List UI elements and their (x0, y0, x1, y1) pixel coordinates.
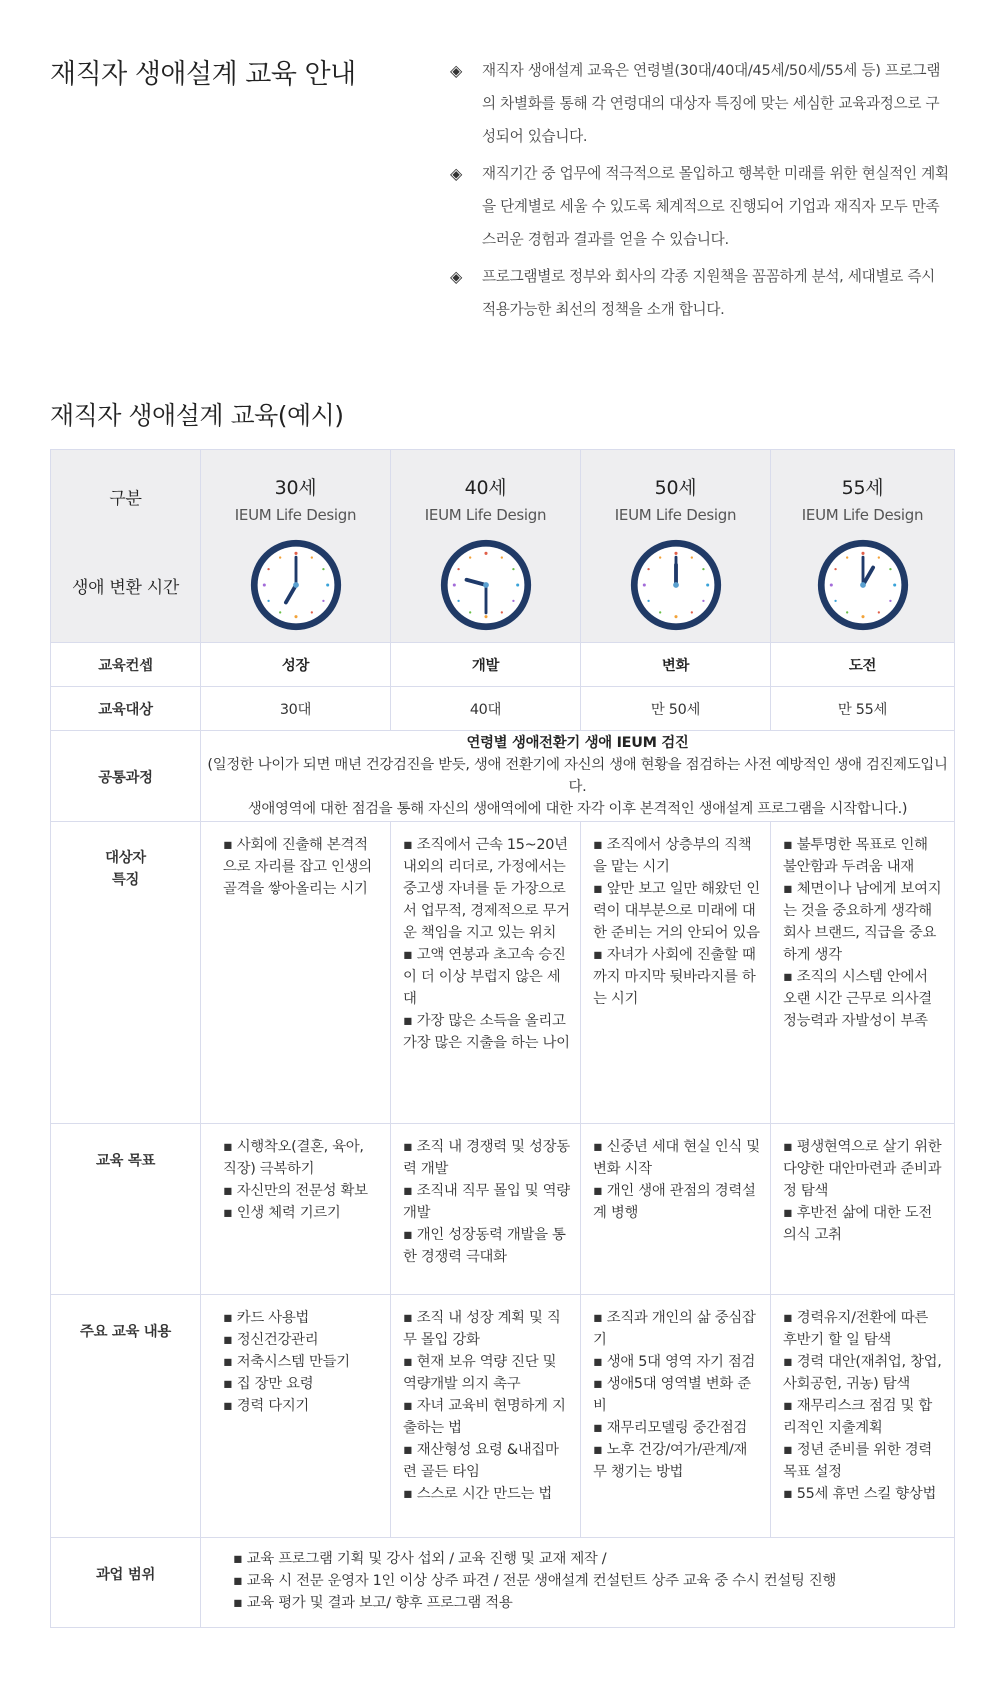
column-subtitle: IEUM Life Design (424, 506, 547, 524)
list-item: ▪ 조직내 직무 몰입 및 역량개발 (403, 1180, 570, 1224)
content-cell (581, 1295, 771, 1538)
list-item: ▪ 경력유지/전환에 따른 후반기 할 일 탐색 (783, 1307, 944, 1351)
table-header-row (51, 450, 955, 643)
intro-item: ◈ 재직기간 중 업무에 적극적으로 몰입하고 행복한 미래를 위한 현실적인 계획을 단계별로 세울 수 있도록 체계적으로 진행되어 기업과 재직자 모두 만족스러운 경험과 결과를 얻을 수 있습니다. (450, 157, 950, 256)
common-course-cell (201, 731, 955, 822)
list-item: ▪ 정신건강관리 (223, 1329, 380, 1351)
clock-center (483, 582, 489, 588)
clock-tick (500, 611, 502, 613)
clock-tick (322, 568, 324, 570)
clock-tick (469, 611, 471, 613)
table-cell: 40대 (391, 687, 581, 731)
list-item: ▪ 사회에 진출해 본격적으로 자리를 잡고 인생의 골격을 쌓아올리는 시기 (223, 834, 380, 900)
table-row-common (51, 731, 955, 822)
common-course-desc: (일정한 나이가 되면 매년 건강검진을 받듯, 생애 전환기에 자신의 생애 현황을 점검하는 사전 예방적인 생애 검진제도입니다. (207, 757, 948, 795)
row-label: 교육대상 (51, 687, 201, 731)
table-row-concept (51, 643, 955, 687)
content-cell (391, 1295, 581, 1538)
header-left-cell (51, 450, 201, 643)
column-age: 50세 (654, 477, 697, 499)
clock-tick (846, 611, 848, 613)
clock-center (860, 582, 866, 588)
clock-tick (647, 568, 649, 570)
clock-tick (659, 556, 661, 558)
table-cell: 도전 (771, 643, 955, 687)
list-item: ▪ 교육 평가 및 결과 보고/ 향후 프로그램 적용 (233, 1592, 942, 1614)
row-label: 대상자 특징 (51, 822, 201, 1124)
clock-tick (834, 600, 836, 602)
goals-cell (581, 1124, 771, 1295)
list-item: ▪ 정년 준비를 위한 경력 목표 설정 (783, 1439, 944, 1483)
list-item: ▪ 신중년 세대 현실 인식 및 변화 시작 (593, 1136, 760, 1180)
traits-cell (201, 822, 391, 1124)
list-item: ▪ 자녀가 사회에 진출할 때까지 마지막 뒷바라지를 하는 시기 (593, 944, 760, 1010)
list-item: ▪ 시행착오(결혼, 육아, 직장) 극복하기 (223, 1136, 380, 1180)
content-cell (771, 1295, 955, 1538)
clock-tick (294, 552, 297, 555)
list-item: ▪ 교육 프로그램 기획 및 강사 섭외 / 교육 진행 및 교재 제작 / (233, 1548, 942, 1570)
goals-cell (771, 1124, 955, 1295)
column-age: 30세 (274, 477, 317, 499)
clock-tick (452, 583, 455, 586)
clock-center (673, 582, 679, 588)
table-row-scope (51, 1538, 955, 1628)
content-cell (201, 1295, 391, 1538)
intro-item: ◈ 프로그램별로 정부와 회사의 각종 지원책을 꼼꼼하게 분석, 세대별로 즉시 적용가능한 최선의 정책을 소개 합니다. (450, 260, 950, 326)
clock-tick (279, 556, 281, 558)
clock-icon (628, 537, 724, 633)
traits-cell (391, 822, 581, 1124)
row-label: 교육컨셉 (51, 643, 201, 687)
row-label: 과업 범위 (51, 1538, 201, 1628)
column-header-40 (391, 450, 581, 643)
list-item: ▪ 평생현역으로 살기 위한 다양한 대안마련과 준비과정 탐색 (783, 1136, 944, 1202)
clock-tick (469, 556, 471, 558)
table-cell: 만 50세 (581, 687, 771, 731)
diamond-bullet-icon: ◈ (450, 61, 463, 80)
traits-cell (771, 822, 955, 1124)
clock-tick (889, 568, 891, 570)
list-item: ▪ 재무리모델링 중간점검 (593, 1417, 760, 1439)
traits-cell (581, 822, 771, 1124)
list-item: ▪ 조직에서 근속 15~20년 내외의 리더로, 가정에서는 중고생 자녀를 둔 가장으로서 업무적, 경제적으로 무거운 책임을 지고 있는 위치 (403, 834, 570, 944)
clock-tick (310, 556, 312, 558)
clock-tick (457, 568, 459, 570)
list-item: ▪ 경력 대안(재취업, 창업, 사회공헌, 귀농) 탐색 (783, 1351, 944, 1395)
table-row-content (51, 1295, 955, 1538)
clock-tick (267, 600, 269, 602)
clock-tick (829, 583, 832, 586)
list-item: ▪ 생애 5대 영역 자기 점검 (593, 1351, 760, 1373)
column-age: 55세 (841, 477, 884, 499)
list-item: ▪ 조직 내 경쟁력 및 성장동력 개발 (403, 1136, 570, 1180)
goals-cell (201, 1124, 391, 1295)
list-item: ▪ 경력 다지기 (223, 1395, 380, 1417)
table-cell: 성장 (201, 643, 391, 687)
clock-tick (877, 611, 879, 613)
clock-icon (248, 537, 344, 633)
table-row-goals (51, 1124, 955, 1295)
clock-tick (279, 611, 281, 613)
column-subtitle: IEUM Life Design (614, 506, 737, 524)
program-table (50, 449, 955, 1628)
clock-icon (438, 537, 534, 633)
row-label: 교육 목표 (51, 1124, 201, 1295)
clock-tick (262, 583, 265, 586)
list-item: ▪ 앞만 보고 일만 해왔던 인력이 대부분으로 미래에 대한 준비는 거의 안되어 있음 (593, 878, 760, 944)
column-header-55 (771, 450, 955, 643)
header-life-time: 생애 변환 시간 (72, 578, 179, 598)
list-item: ▪ 재산형성 요령 &내집마련 골든 타임 (403, 1439, 570, 1483)
clock-tick (512, 568, 514, 570)
table-cell: 만 55세 (771, 687, 955, 731)
clock-tick (267, 568, 269, 570)
clock-tick (647, 600, 649, 602)
list-item: ▪ 자녀 교육비 현명하게 지출하는 법 (403, 1395, 570, 1439)
common-course-desc: 생애영역에 대한 점검을 통해 자신의 생애역에에 대한 자각 이후 본격적인 생애설계 프로그램을 시작합니다.) (247, 801, 908, 817)
clock-tick (702, 568, 704, 570)
clock-tick (846, 556, 848, 558)
list-item: ▪ 조직에서 상층부의 직책을 맡는 시기 (593, 834, 760, 878)
table-cell: 개발 (391, 643, 581, 687)
clock-tick (861, 615, 864, 618)
clock-tick (310, 611, 312, 613)
intro-item: ◈ 재직자 생애설계 교육은 연령별(30대/40대/45세/50세/55세 등) 프로그램의 차별화를 통해 각 연령대의 대상자 특징에 맞는 세심한 교육과정으로 구성되어 있습니다. (450, 54, 950, 153)
clock-tick (877, 556, 879, 558)
list-item: ▪ 노후 건강/여가/관계/재무 챙기는 방법 (593, 1439, 760, 1483)
table-row-target (51, 687, 955, 731)
column-subtitle: IEUM Life Design (801, 506, 924, 524)
clock-icon (815, 537, 911, 633)
list-item: ▪ 조직과 개인의 삶 중심잡기 (593, 1307, 760, 1351)
list-item: ▪ 집 장만 요령 (223, 1373, 380, 1395)
list-item: ▪ 재무리스크 점검 및 합리적인 지출계획 (783, 1395, 944, 1439)
list-item: ▪ 인생 체력 기르기 (223, 1202, 380, 1224)
table-cell: 변화 (581, 643, 771, 687)
clock-tick (706, 583, 709, 586)
list-item: ▪ 생애5대 영역별 변화 준비 (593, 1373, 760, 1417)
list-item: ▪ 개인 성장동력 개발을 통한 경쟁력 극대화 (403, 1224, 570, 1268)
list-item: ▪ 후반전 삶에 대한 도전의식 고취 (783, 1202, 944, 1246)
clock-tick (500, 556, 502, 558)
clock-tick (484, 615, 487, 618)
section-title: 재직자 생애설계 교육(예시) (50, 401, 344, 430)
row-label: 주요 교육 내용 (51, 1295, 201, 1538)
intro-title: 재직자 생애설계 교육 안내 (50, 59, 356, 90)
table-cell: 30대 (201, 687, 391, 731)
column-age: 40세 (464, 477, 507, 499)
diamond-bullet-icon: ◈ (450, 164, 463, 183)
list-item: ▪ 스스로 시간 만드는 법 (403, 1483, 570, 1505)
clock-tick (516, 583, 519, 586)
clock-tick (674, 552, 677, 555)
list-item: ▪ 조직의 시스템 안에서 오랜 시간 근무로 의사결정능력과 자발성이 부족 (783, 966, 944, 1032)
header-category: 구분 (109, 489, 142, 509)
list-item: ▪ 55세 휴먼 스킬 향상법 (783, 1483, 944, 1505)
row-label: 공통과정 (51, 731, 201, 822)
clock-tick (294, 615, 297, 618)
clock-tick (457, 600, 459, 602)
clock-tick (690, 611, 692, 613)
list-item: ▪ 현재 보유 역량 진단 및 역량개발 의지 촉구 (403, 1351, 570, 1395)
list-item: ▪ 카드 사용법 (223, 1307, 380, 1329)
clock-tick (642, 583, 645, 586)
clock-tick (690, 556, 692, 558)
list-item: ▪ 자신만의 전문성 확보 (223, 1180, 380, 1202)
clock-tick (659, 611, 661, 613)
list-item: ▪ 불투명한 목표로 인해 불안함과 두려움 내재 (783, 834, 944, 878)
list-item: ▪ 체면이나 남에게 보여지는 것을 중요하게 생각해 회사 브랜드, 직급을 중요하게 생각 (783, 878, 944, 966)
list-item: ▪ 교육 시 전문 운영자 1인 이상 상주 파견 / 전문 생애설계 컨설턴트 상주 교육 중 수시 컨설팅 진행 (233, 1570, 942, 1592)
intro-list (450, 54, 950, 330)
clock-tick (326, 583, 329, 586)
clock-tick (512, 600, 514, 602)
clock-tick (674, 615, 677, 618)
clock-tick (889, 600, 891, 602)
column-header-50 (581, 450, 771, 643)
goals-cell (391, 1124, 581, 1295)
common-course-title: 연령별 생애전환기 생애 IEUM 검진 (466, 735, 689, 751)
clock-tick (702, 600, 704, 602)
diamond-bullet-icon: ◈ (450, 267, 463, 286)
list-item: ▪ 가장 많은 소득을 올리고 가장 많은 지출을 하는 나이 (403, 1010, 570, 1054)
list-item: ▪ 조직 내 성장 계획 및 직무 몰입 강화 (403, 1307, 570, 1351)
column-subtitle: IEUM Life Design (234, 506, 357, 524)
clock-tick (861, 552, 864, 555)
table-row-traits (51, 822, 955, 1124)
clock-tick (484, 552, 487, 555)
clock-tick (322, 600, 324, 602)
list-item: ▪ 저축시스템 만들기 (223, 1351, 380, 1373)
list-item: ▪ 고액 연봉과 초고속 승진이 더 이상 부럽지 않은 세대 (403, 944, 570, 1010)
list-item: ▪ 개인 생애 관점의 경력설계 병행 (593, 1180, 760, 1224)
clock-center (293, 582, 299, 588)
clock-tick (834, 568, 836, 570)
clock-tick (893, 583, 896, 586)
scope-cell (201, 1538, 955, 1628)
column-header-30 (201, 450, 391, 643)
